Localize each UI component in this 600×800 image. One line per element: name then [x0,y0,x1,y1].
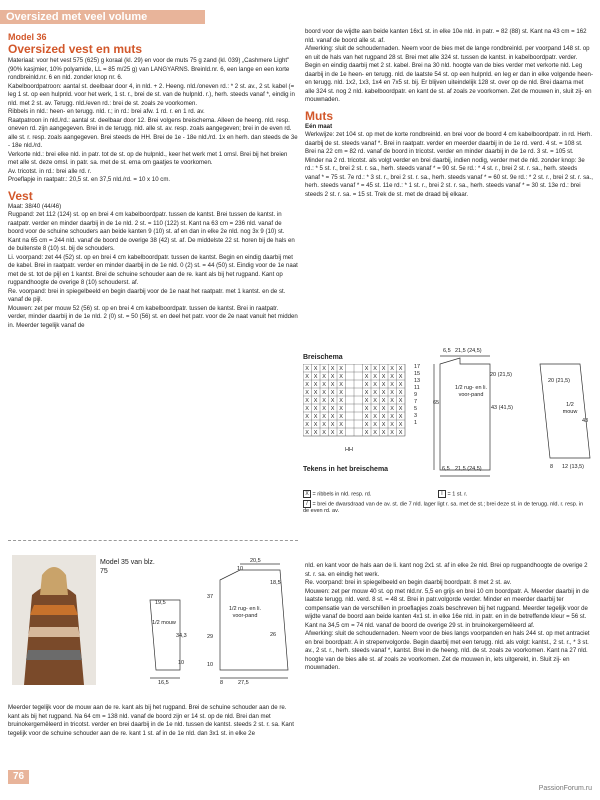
grid-mark: X [339,374,343,380]
paragraph-re-voorpand: Re. voorpand: brei in spiegelbeeld en begin daarbij voor de 1e naat het raatpatr. met 1 kantst. en de st. vanaf de pijl. [8,287,286,303]
grid-mark: X [322,390,326,396]
breischema-title: Breischema [303,354,343,361]
grid-mark: X [390,398,394,404]
grid-mark: X [398,390,403,396]
grid-mark: X [313,374,318,380]
legend-item-dwarsdraad: / = brei de dwarsdraad van de av. st. die 7 nld. lager ligt r. sa. met de st.; brei deze st. in de terugg. nld. r. resp. in de even rd. av. [303,501,584,515]
m35-panel-label: 1/2 rug- en li. voor-pand [228,606,262,619]
grid-mark: X [390,382,394,388]
grid-mark: X [398,414,403,420]
grid-mark: X [313,390,318,396]
paragraph-proeflapje: Proeflapje in raatpatr.: 20,5 st. en 37,5 nld./rd. = 10 x 10 cm. [8,176,171,183]
grid-mark: X [305,398,309,404]
grid-mark: X [364,422,369,428]
grid-mark: X [398,382,403,388]
grid-mark: X [390,374,394,380]
lower-right-text [305,562,593,673]
lower-right-p3: Mouwen: zet per mouw 40 st. op met nld.nr. 5,5 en grijs en brei 10 cm boordpatr. A. Meerder daarbij in de laatste terugg. nld. verd. 8 st. = 48 st. Brei in patr.volgorde verder. Minder en meerder daarbij ter compensatie van de verschillen in proeflapjes zoals beschreven bij het rugpand. Meerder tegelijk voor de wijdte vanaf de boord aan beide kanten 4x1 st. in elke 16e nld. in patr. en in de betreffende kleur = 56 st. Kant na 34,5 cm = 74 nld. vanaf de boord de overige 29 st. in bruinokergemêleerd af. [305,587,589,629]
legend-item-r: I = 1 st. r. [438,490,518,498]
grid-mark: X [305,406,309,412]
m35-label-29: 29 [207,634,214,640]
paragraph-ribbels: Ribbels in nld.: heen- en terugg. nld. r.; in rd.: brei afw. 1 rd. r. en 1 rd. av. [8,108,205,115]
grid-mark: X [313,406,318,412]
grid-mark: X [339,390,343,396]
grid-mark: X [364,430,369,436]
m35-label-8: 8 [220,680,224,686]
grid-mark: X [313,366,318,372]
grid-mark: X [339,414,343,420]
m35-label-18-5: 18,5 [270,580,281,586]
grid-mark: X [330,390,335,396]
paragraph-boord: boord voor de wijdte aan beide kanten 16x1 st. in elke 10e nld. in patr. = 82 (88) st. Kant na 43 cm = 162 nld. vanaf de boord alle st. af. [305,28,587,44]
grid-mark: X [381,414,386,420]
paragraph-maat: Maat: 38/40 (44/46) [8,202,62,210]
grid-mark: X [364,366,369,372]
right-column [305,28,593,199]
model-photo [12,555,96,685]
grid-mark: X [373,366,377,372]
grid-mark: X [381,430,386,436]
paragraph-mouwen: Mouwen: zet per mouw 52 (56) st. op en brei 4 cm kabelboordpatr. tussen de kantst. Brei in raatpatr. verder, minder daarbij in de 1e nld. 2 (0) st. = 50 (56) st. en deel het patr. voor de 2e naat vanuit het midden in. Meerder tegelijk vanaf de [8,304,298,329]
grid-mark: X [381,366,386,372]
grid-mark: X [398,398,403,404]
grid-mark: X [398,374,403,380]
grid-mark: X [364,406,369,412]
paragraph-afwerking: Afwerking: sluit de schoudernaden. Neem voor de bies met de lange rondbreinld. per voorpand 148 st. op en uit de hals van het rugpand 28 st. Brei met alle 324 st. tussen de kantst. in kabelboordpatr. verder. Begin en eindig daarbij met 2 st. kabel. Brei na 30 nld. hoogte van de bies verder met verkorte nld. Leg daarbij in de 1e heen- en terugg. nld. de laatste 54 st. op een hulpnld. en leg er dan in elke volgende heen- en terugg. nld. 1x2, 1x3, 1x4 en 7x5 st. bij. Er blijven uiteindelijk 128 st. over op de nld. Brei daarna met alle 324 st. nog 2 nld. kabelboordpatr. en kant de st. af zoals ze voorkomen. Zet de mouwen in, sluit zij- en mouwnaden. [305,45,593,103]
grid-mark: X [381,390,386,396]
grid-mark: X [398,406,403,412]
grid-mark: X [364,414,369,420]
grid-mark: X [322,414,326,420]
paragraph-li-voorpand: Li. voorpand: zet 44 (52) st. op en brei 4 cm kabelboordpatr. tussen de kantst. Begin en eindig daarbij met de kabel. Brei in raatpatr. verder en minder daarbij in de 1e nld. 0 (2) st. = 44 (50) st. Eindig voor de 1e naat met de st. tot de pijl en 1 kantst. Brei de schuine schouder aan de re. kant als bij het rugpand. Kant op rugpandhoogte de overige 8 (10) schouderst. af. [8,253,298,286]
m35-sleeve-label: 1/2 mouw [152,620,176,626]
grid-mark: X [330,374,335,380]
d1-sleeve-top: 20 (21,5) [548,378,571,384]
grid-mark: X [305,382,309,388]
section-divider [8,540,298,541]
grid-mark: X [330,366,335,372]
m35-label-26: 26 [270,632,277,638]
lower-right-p4: Afwerking: sluit de schoudernaden. Neem voor de bies langs voorpanden en hals 244 st. op met antraciet en brei boordpatr. A in strepenvolgorde. Begin daarbij met een terugg. nld. als volgt: kantst., 2 st. r., * 3 st. av., 2 st. r., herh. steeds vanaf *, kantst. Brei in de heeng. nld. de st. zoals ze voorkomen. Kant na 27 nld. hoogte van de bies alle st. af zoals ze voorkomen. Zet de mouwen in, iets uitgerekt, in. Sluit zij- en mouwnaden. [305,630,590,671]
grid-mark: X [322,430,326,436]
m35-label-27-5: 27,5 [238,680,249,686]
paragraph-kabelboord: Kabelboordpatroon: aantal st. deelbaar door 4, in nld. + 2. Heeng. nld./oneven rd.: * 2 st. av., 2 st. kabel (= leg 1 st. op een hulpnld. voor het werk, 1 st. r., brei de st. van de hulpnld. r.), herh. steeds vanaf *, eindig in nld. met 2 st. av. Terugg. nld./even rd.: brei de st. zoals ze voorkomen. [8,82,295,107]
grid-mark: X [398,422,403,428]
lower-right-p1: nld. en kant voor de hals aan de li. kant nog 2x1 st. af in elke 2e nld. Brei op rugpandhoogte de overige 2 st. r. sa. en eindig het werk. [305,562,588,578]
grid-mark: X [330,430,335,436]
grid-mark: X [313,430,318,436]
grid-mark: X [364,390,369,396]
m35-label-37: 37 [207,594,214,600]
d1-sleeve-bottom-8: 8 [550,464,554,470]
grid-mark: X [322,382,326,388]
m35-label-20-5: 20,5 [250,558,261,564]
grid-mark: X [398,430,403,436]
grid-mark: X [322,374,326,380]
row-numbers: 17 15 13 11 9 7 5 3 1 [414,364,421,426]
legend-item-ribbels: X = ribbels in nld. resp. rd. [303,490,433,498]
m35-label-10b: 10 [178,660,185,666]
legend-symbol-slash: / [303,500,311,508]
grid-mark: X [322,366,326,372]
paragraph-raatpatroon: Raatpatroon in nld./rd.: aantal st. deelbaar door 12. Brei volgens breischema. Alleen de heeng. nld. resp. oneven rd. zijn aangegeven. Brei in de terugg. nld. alle st. av. resp. zoals aangegeven; brei in de even rd. alle st. r. resp. zoals aangegeven. Brei steeds de HH. Brei de 1e - 18e nld./rd. 1x en herh. dan steeds de 3e - 18e nld./rd. [8,116,298,149]
legend-symbol-x: X [303,490,311,498]
legend-symbol-i: I [438,490,446,498]
header-title: Oversized met veel volume [6,11,148,23]
grid-mark: X [305,430,309,436]
vest-title: Vest [8,188,33,203]
grid-mark: X [305,366,309,372]
m35-label-19-5: 19,5 [155,600,166,606]
grid-mark: X [381,374,386,380]
grid-mark: X [390,430,394,436]
grid-mark: X [381,398,386,404]
grid-mark: X [390,366,394,372]
breischema-grid [303,364,413,444]
muts-title: Muts [305,108,333,123]
grid-mark: X [373,382,377,388]
grid-mark: X [339,430,343,436]
grid-mark: X [373,414,377,420]
paragraph-werkwijze: Werkwijze: zet 104 st. op met de korte rondbreinld. en brei voor de boord 4 cm kabelboordpatr. in rd. Herh. daarbij de st. steeds vanaf *. Brei in raatpatr. verder en meerder daarbij in de 1e rd. verd. 4 st. = 108 st. Brei na 22 cm = 82 rd. vanaf de boord in tricotst. verder en minder daarbij in de 1e rd. 3 st. = 105 st. Minder na 2 rd. tricotst. als volgt verder en brei daarbij, indien nodig, verder met de nld. zonder knop: 3e rd.: * 5 st. r., brei 2 st. r. sa., herh. steeds vanaf * = 90 st. 5e rd.: * 4 st. r., brei 2 st. r. sa., herh. steeds vanaf * = 75 st. 7e rd.: * 3 st. r., brei 2 st. r. sa., herh. steeds vanaf * = 60 st. 9e rd.: * 2 st. r., brei 2 st. r. sa., herh. steeds vanaf * = 45 st. 11e rd.: * 1 st. r., brei 2 st. r. sa., herh. steeds vanaf * = 30 st. 13e rd.: brei steeds 2 st. r. sa. = 15 st. Trek de st. met de draad bij elkaar. [305,131,593,198]
d1-sleeve-height: 43 [582,418,589,424]
grid-mark: X [339,382,343,388]
grid-mark: X [322,406,326,412]
grid-mark: X [373,422,377,428]
grid-mark: X [322,422,326,428]
paragraph-materiaal: Materiaal: voor het vest 575 (625) g koraal (kl. 29) en voor de muts 75 g zand (kl. 039) „Cashmere Light" (90% kasjmier, 10% polyamide, LL = 85 m/25 g) van LANGYARNS. Breinld.nr. 6, een lange en een korte rondbreinld.nr. 6 en nld. zonder knop nr. 6. [8,57,290,81]
grid-mark: X [373,430,377,436]
grid-mark: X [305,390,309,396]
grid-mark: X [330,414,335,420]
grid-mark: X [339,406,343,412]
grid-mark: X [390,414,394,420]
grid-mark: X [330,398,335,404]
d1-bottom-label: 21,5 (24,5) [455,466,482,472]
d1-top-left: 6,5 [443,348,451,354]
lower-left-paragraph: Meerder tegelijk voor de mouw aan de re. kant als bij het rugpand. Brei de schuine schouder aan de re. kant als bij het rugpand. Na 64 cm = 138 nld. vanaf de boord zijn er 14 st. op de nld. Brei dan met bruinokergemêleerd in tricotst. verder en brei daarbij in de 1e nld. tussen de kantst. steeds 2 st. r. sa. Kant tegelijk voor de schuine schouder aan de re. kant 1 st. af in de 1e nld. dan 3x1 st. in elke 2e [8,704,294,737]
d1-top-label: 21,5 (24,5) [455,348,482,354]
paragraph-verkorte: Verkorte nld.: brei elke nld. in patr. tot de st. op de hulpnld., keer het werk met 1 omsl. Brei bij het breien met alle st. deze omsl. in patr. sa. met de st. erna om gaatjes te voorkomen. [8,150,288,166]
grid-mark: X [373,406,377,412]
grid-mark: X [322,398,326,404]
grid-mark: X [381,422,386,428]
grid-mark: X [390,406,394,412]
grid-mark: X [313,382,318,388]
grid-mark: X [364,382,369,388]
grid-mark: X [305,414,309,420]
grid-mark: X [373,398,377,404]
article-title: Oversized vest en muts [8,42,143,56]
legend-title: Tekens in het breischema [303,466,389,473]
header-bar [0,10,205,24]
grid-mark: X [305,374,309,380]
grid-mark: X [373,374,377,380]
grid-mark: X [373,390,377,396]
hh-label: HH [345,447,353,453]
d1-height-65: 65 [433,400,440,406]
grid-mark: X [390,422,394,428]
watermark: PassionForum.ru [538,785,592,792]
grid-mark: X [390,390,394,396]
m35-label-10: 10 [237,566,244,572]
model-number: Model 36 [8,32,47,42]
grid-mark: X [339,422,343,428]
d1-bottom-left: 6,5 [442,466,450,472]
grid-mark: X [398,366,403,372]
d1-height-43: 43 (41,5) [491,405,514,411]
grid-mark: X [330,382,335,388]
grid-mark: X [364,374,369,380]
grid-mark: X [330,422,335,428]
model-reference: Model 35 van blz. 75 [100,559,155,575]
paragraph-een-maat: Eén maat [305,122,333,130]
lower-left-text [8,704,298,738]
paragraph-rugpand: Rugpand: zet 112 (124) st. op en brei 4 cm kabelboordpatr. tussen de kantst. Brei tussen de kantst. in raatpatr. verder en minder daarbij in de 1e nld. 2 st. = 110 (122) st. Kant na 63 cm = 236 nld. vanaf de boord voor de schuine schouders aan beide kanten 9 (10) st. af en dan in elke 2e nld. nog 3x 9 (10) st. Kant na 65 cm = 244 nld. vanaf de boord de overige 38 (42) st. af. De middelste 22 st. horen bij de hals en de buitenste 8 (10) st. bij de schouders. [8,211,295,252]
grid-mark: X [313,414,318,420]
m35-label-34-3: 34,3 [176,633,187,639]
grid-mark: X [313,422,318,428]
d1-sleeve-label: 1/2 mouw [562,402,578,415]
grid-mark: X [305,422,309,428]
grid-mark: X [364,398,369,404]
d1-side-20: 20 (21,5) [490,372,513,378]
grid-mark: X [381,406,386,412]
left-column [8,32,298,330]
grid-mark: X [339,366,343,372]
grid-mark: X [381,382,386,388]
m35-label-10c: 10 [207,662,214,668]
d1-panel-label: 1/2 rug- en li. voor-pand [454,385,488,398]
grid-mark: X [313,398,318,404]
paragraph-tricotst: Av. tricotst. in rd.: brei alle rd. r. [8,167,92,175]
d1-sleeve-bottom-12: 12 (13,5) [562,464,585,470]
page-number: 76 [8,770,29,784]
lower-right-p2: Re. voorpand: brei in spiegelbeeld en begin daarbij boordpatr. 8 met 2 st. av. [305,579,512,586]
grid-mark: X [339,398,343,404]
grid-mark: X [330,406,335,412]
m35-label-16-5: 16,5 [158,680,169,686]
